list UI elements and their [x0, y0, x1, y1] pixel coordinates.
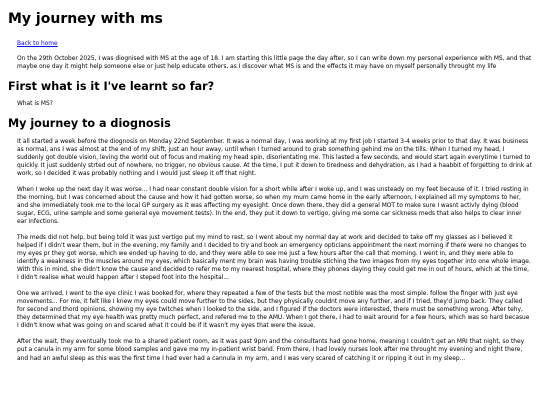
learnt-text: What is MS? — [17, 101, 53, 108]
story-paragraph: It all started a week before the diognosis on Monday 22nd September. It was a normal day, I was working at my first job I started 3-4 weeks prior to that day. It was business as normal, ans I was almost at the end of my shift, just an hour away, until when I turned around to grab something gehind me on the tills. When I turned my head, I suddenly got double vision, leving the world out of focus and making my head spin, disorientating me. This lasted a few seconds, and would start again everytime I turned to quickly. It just suddenly strted out of nowhere, no trigger, no obvious cause. At the time, I put it down to tiredness and dehydration, as I had a haabbit of forgetting to drink at work, so I decided it was probably nothing and I would just sleep it off that night. — [17, 138, 532, 177]
story-paragraph: One we arrived, I went to the eye clinic I was booked for, where they repeated a few of the tests but the most notible was the most simple. follow the finger with just eye movements... For me, it felt like I knew my eyes could move further to the sides, but they physically couldnt move any further, and if I tried, they'd jump back. They called for second and thord opinions, showing my eye twitches when I looked to the side, and I figured if the doctors were interested, there must be something wrong. After tehy, they determined that my eye health was pretty much perfect, and refered me to the AMU. When I got there, I had to wait around for a few hours, which was so hard becasue I didn't know what was going on and scared what it could be if it wasn't my eyes that were the issue. — [17, 291, 530, 330]
back-to-home-link[interactable]: Back to home — [17, 40, 58, 47]
intro-section — [8, 40, 532, 71]
story-paragraph: After the wait, they eventually took me to a shared patient room, as it was past 9pm and the consultants had gone home, meaning I couldn't get an MRI that night, so they put a canula in my arm for some blood samples and gave me my in-patient wrist band. From there, I had lovely nurses look after me throught my evening and night there, and had an awful sleep as this was the first time I had ever had a cannula in my arm, and I was very scared of catching it or ripping it out in my sleep... — [17, 339, 525, 362]
page-title: My journey with ms — [8, 11, 163, 27]
intro-paragraph: On the 29th October 2025, I was diognised with MS at the age of 18. I am starting this little page the day after, so I can write down my personal experience with MS, and that maybe one day it might help someone else or just help educate others, as I discover what MS is and the effects it may have on myself personally throught my life — [17, 55, 532, 70]
section-heading-diagnosis: My journey to a diognosis — [8, 117, 171, 131]
section-heading-learnt: First what is it I've learnt so far? — [8, 79, 215, 93]
learnt-section — [8, 100, 532, 108]
diagnosis-story — [8, 138, 532, 363]
story-paragraph: The meds did not help, but being told it was just vertigo put my mind to rest, so I went about my normal day at work and decided to take off my glasses as I believed it helped if I didn't wear them, but in the evening, my family and I decided to try and book an emergency opticians appointment the next morning if there were no changes to my eyes pr they got worse, which we ended up having to do, and they were able to see me just a few hours after the call that morning. I went in, and they were able to identify a weakness in the muscles around my eyes, which basically ment my brain was having trouble stiching the two images from my eyes together into one whole image. With this in mind, she didn't know the cause and decided to refer me to my nearest hospital, where they phones daying they could get me in out of hours, which at the time, I didn't realise what would happen after I steped foot into the hospital... — [17, 235, 531, 282]
story-paragraph: When I woke up the next day it was worse... I had near constant double vision for a short while after I woke up, and I was unsteady on my feet because of it. I tried resting in the morning, but I was concerned about the cause and how it had gotten worse, so when my mum came home in the early afternoon, I explained all my symptoms to her, and she immediately took me to the local GP surgery as it was affecting my eyesight. Once down there, they did a general MOT to make sure I wasnt activly dying (blood sugar, ECG, urine sample and some general eye movement tests). In the end, they put it down to vertigo, giving me some car sickness meds that also helps to clear inner ear infections. — [17, 186, 529, 226]
